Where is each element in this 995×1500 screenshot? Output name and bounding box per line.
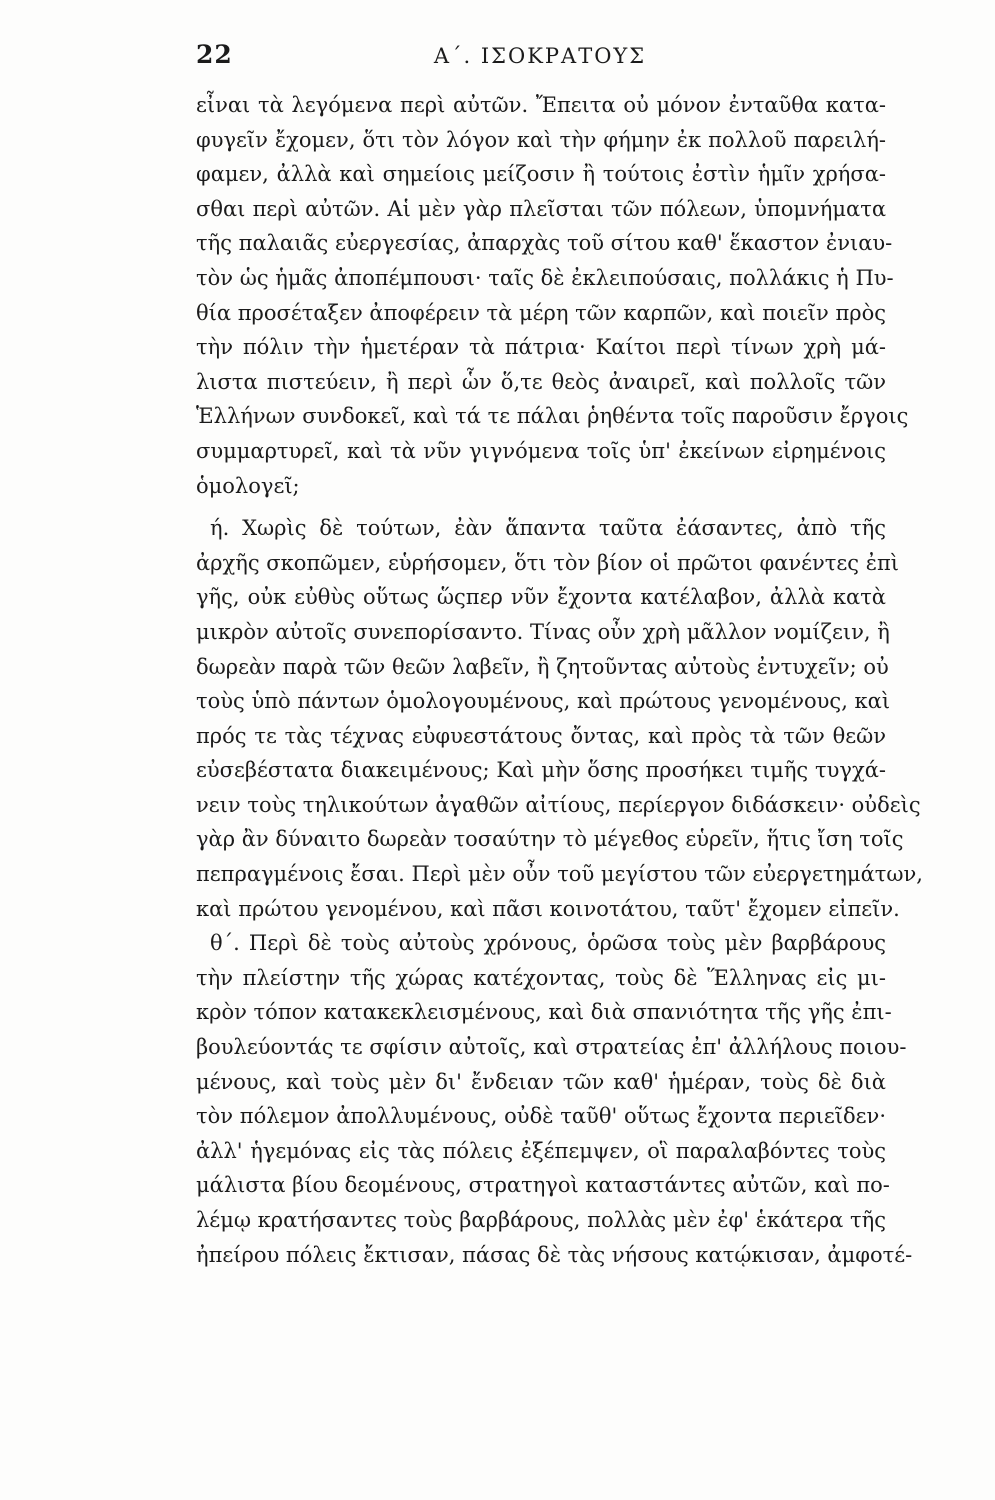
running-head: Α΄. ΙΣΟΚΡΑΤΟΥΣ	[433, 44, 647, 68]
text-line: μένους, καὶ τοὺς μὲν δι' ἔνδειαν τῶν καθ' ἡμέραν, τοὺς δὲ διὰ	[196, 1069, 886, 1094]
text-line: φυγεῖν ἔχομεν, ὅτι τὸν λόγον καὶ τὴν φήμην ἐκ πολλοῦ παρειλή-	[196, 127, 886, 152]
text-line: γὰρ ἂν δύναιτο δωρεὰν τοσαύτην τὸ μέγεθος εὑρεῖν, ἥτις ἴση τοῖς	[196, 827, 904, 852]
text-line: πεπραγμένοις ἔσαι. Περὶ μὲν οὖν τοῦ μεγίστου τῶν εὐεργετημάτων,	[196, 862, 923, 887]
text-line: εἶναι τὰ λεγόμενα περὶ αὐτῶν. Ἔπειτα οὐ μόνον ἐνταῦθα κατα-	[196, 93, 886, 117]
text-line: βουλεύοντάς τε σφίσιν αὐτοῖς, καὶ στρατείας ἐπ' ἀλλήλους ποιου-	[196, 1035, 907, 1060]
text-line: μικρὸν αὐτοῖς συνεπορίσαντο. Τίνας οὖν χρὴ μᾶλλον νομίζειν, ἢ	[196, 619, 890, 644]
text-line: μάλιστα βίου δεομένους, στρατηγοὶ καταστάντες αὐτῶν, καὶ πο-	[196, 1173, 890, 1198]
text-line: γῆς, οὐκ εὐθὺς οὕτως ὥςπερ νῦν ἔχοντα κατέλαβον, ἀλλὰ κατὰ	[196, 585, 886, 610]
text-line: θία προσέταξεν ἀποφέρειν τὰ μέρη τῶν καρπῶν, καὶ ποιεῖν πρὸς	[196, 300, 887, 325]
paragraph-3	[196, 926, 913, 1272]
text-line: τοὺς ὑπὸ πάντων ὁμολογουμένους, καὶ πρώτους γενομένους, καὶ	[196, 689, 891, 714]
text-line: εὐσεβέστατα διακειμένους; Καὶ μὴν ὅσης προσήκει τιμῆς τυγχά-	[196, 758, 886, 783]
text-line: φαμεν, ἀλλὰ καὶ σημείοις μείζοσιν ἢ τούτοις ἐστὶν ἡμῖν χρήσα-	[196, 162, 886, 187]
text-line: δωρεὰν παρὰ τῶν θεῶν λαβεῖν, ἢ ζητοῦντας αὐτοὺς ἐντυχεῖν; οὐ	[196, 654, 889, 679]
paragraph-1	[196, 88, 909, 503]
text-line: συμμαρτυρεῖ, καὶ τὰ νῦν γιγνόμενα τοῖς ὑπ' ἐκείνων εἰρημένοις	[196, 438, 886, 463]
text-line: τῆς παλαιᾶς εὐεργεσίας, ἀπαρχὰς τοῦ σίτου καθ' ἕκαστον ἐνιαυ-	[196, 231, 893, 256]
text-line: ἀρχῆς σκοπῶμεν, εὑρήσομεν, ὅτι τὸν βίον οἱ πρῶτοι φανέντες ἐπὶ	[196, 550, 899, 575]
text-line: νειν τοὺς τηλικούτων ἀγαθῶν αἰτίους, περίεργον διδάσκειν· οὐδεὶς	[196, 792, 921, 817]
text-line: θ΄. Περὶ δὲ τοὺς αὐτοὺς χρόνους, ὁρῶσα τοὺς μὲν βαρβάρους	[210, 931, 886, 956]
text-line: κρὸν τόπον κατακεκλεισμένους, καὶ διὰ σπανιότητα τῆς γῆς ἐπι-	[196, 1000, 892, 1025]
text-line: Ἑλλήνων συνδοκεῖ, καὶ τά τε πάλαι ῥηθέντα τοῖς παροῦσιν ἔργοις	[196, 404, 909, 429]
text-line: ή. Χωρὶς δὲ τούτων, ἐὰν ἅπαντα ταῦτα ἐάσαντες, ἀπὸ τῆς	[210, 516, 886, 541]
text-line: τὸν ὡς ἡμᾶς ἀποπέμπουσι· ταῖς δὲ ἐκλειπούσαις, πολλάκις ἡ Πυ-	[196, 265, 894, 290]
paragraph-2	[196, 511, 923, 926]
paragraph-spacer	[196, 503, 886, 511]
text-line: ἀλλ' ἡγεμόνας εἰς τὰς πόλεις ἐξέπεμψεν, οἳ παραλαβόντες τοὺς	[196, 1138, 886, 1163]
page-number: 22	[196, 40, 233, 69]
text-line: ἠπείρου πόλεις ἔκτισαν, πάσας δὲ τὰς νήσους κατῴκισαν, ἀμφοτέ-	[196, 1242, 913, 1267]
text-line: τὸν πόλεμον ἀπολλυμένους, οὐδὲ ταῦθ' οὕτως ἔχοντα περιεῖδεν·	[196, 1104, 886, 1129]
text-line: πρός τε τὰς τέχνας εὐφυεστάτους ὄντας, καὶ πρὸς τὰ τῶν θεῶν	[196, 723, 886, 748]
text-line: σθαι περὶ αὐτῶν. Αἱ μὲν γὰρ πλεῖσται τῶν πόλεων, ὑπομνήματα	[196, 196, 886, 221]
text-line: καὶ πρώτου γενομένου, καὶ πᾶσι κοινοτάτου, ταῦτ' ἔχομεν εἰπεῖν.	[196, 896, 900, 921]
body-text	[196, 88, 923, 1272]
text-line: λιστα πιστεύειν, ἢ περὶ ὧν ὅ,τε θεὸς ἀναιρεῖ, καὶ πολλοῖς τῶν	[196, 369, 886, 394]
text-line: ὁμολογεῖ;	[196, 473, 300, 498]
text-line: τὴν πόλιν τὴν ἡμετέραν τὰ πάτρια· Καίτοι περὶ τίνων χρὴ μά-	[196, 335, 886, 360]
text-line: τὴν πλείστην τῆς χώρας κατέχοντας, τοὺς δὲ Ἕλληνας εἰς μι-	[196, 965, 886, 990]
page-header	[196, 40, 884, 80]
text-line: λέμῳ κρατήσαντες τοὺς βαρβάρους, πολλὰς μὲν ἐφ' ἑκάτερα τῆς	[196, 1208, 886, 1232]
